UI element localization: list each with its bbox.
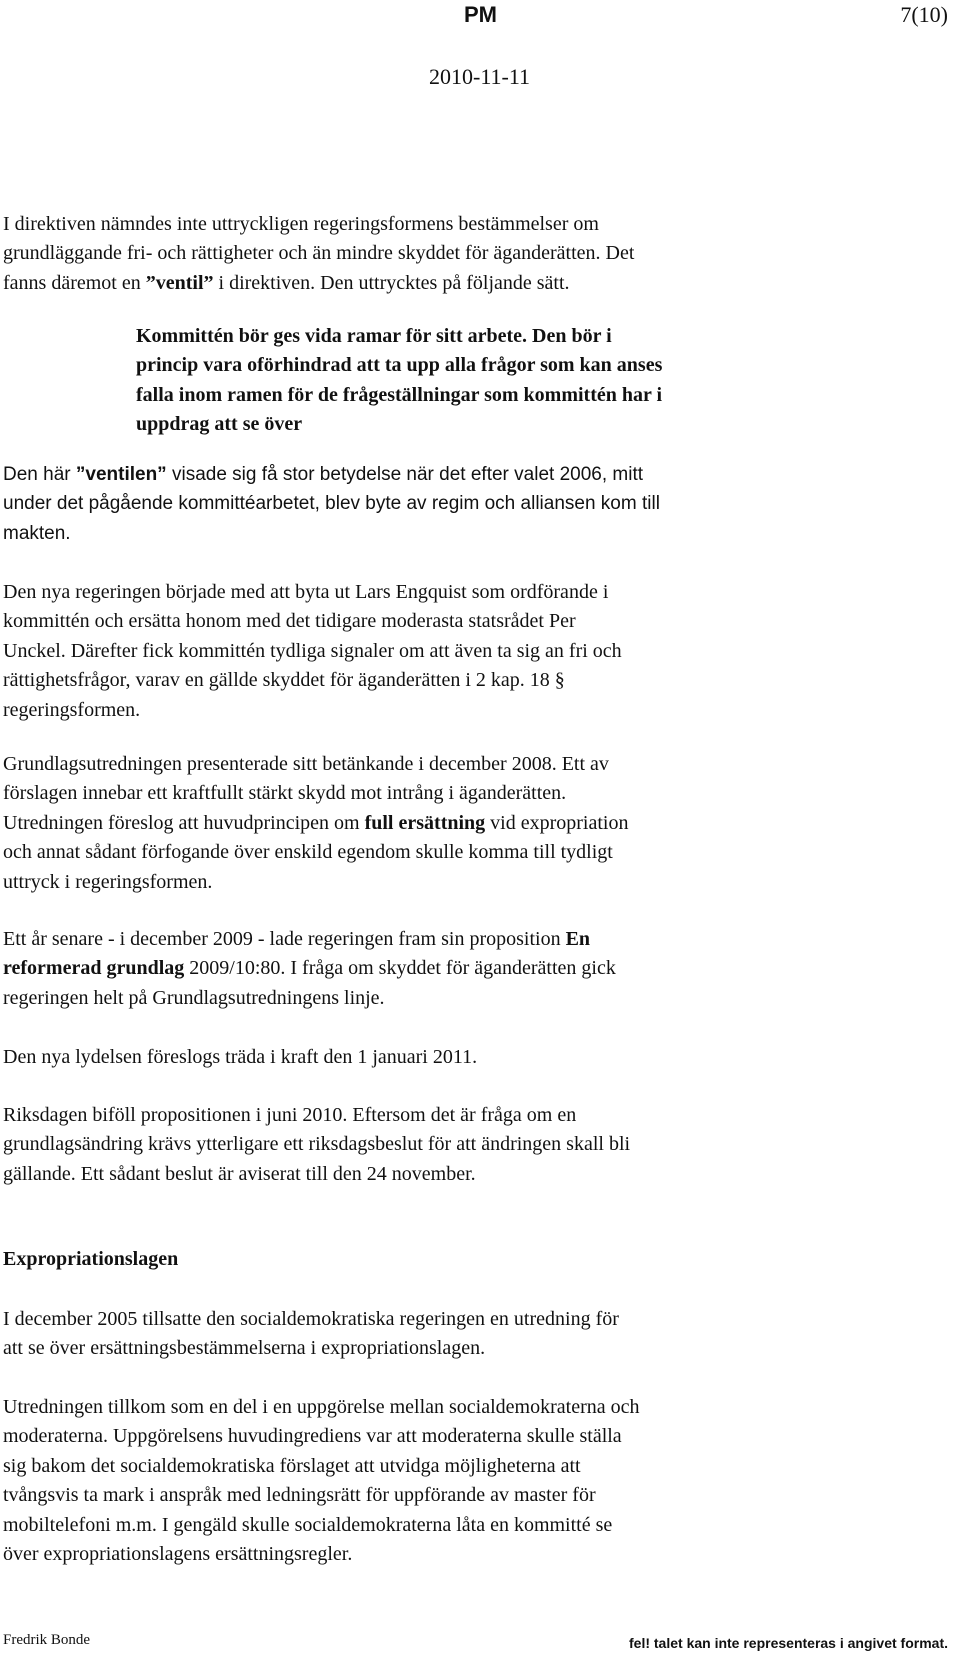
text-line: över expropriationslagens ersättningsregler. — [3, 1543, 353, 1566]
text-line — [3, 269, 933, 298]
text-span: fanns däremot en — [3, 271, 146, 294]
paragraph-proposition — [3, 925, 933, 1013]
text-line: gällande. Ett sådant beslut är aviserat till den 24 november. — [3, 1162, 476, 1185]
quote-line: Kommittén bör ges vida ramar för sitt arbete. Den bör i — [136, 325, 612, 347]
text-span: visade sig få stor betydelse när det efter valet 2006, mitt — [166, 464, 643, 485]
page-number: 7(10) — [900, 2, 948, 27]
paragraph-agreement — [3, 1393, 933, 1569]
text-line: makten. — [3, 522, 71, 544]
text-line — [3, 460, 933, 489]
bold-term: full ersättning — [364, 811, 486, 834]
text-span: i direktiven. Den uttrycktes på följande sätt. — [213, 271, 570, 294]
text-line: kommittén och ersätta honom med det tidigare moderasta statsrådet Per — [3, 610, 576, 633]
text-line: Unckel. Därefter fick kommittén tydliga signaler om att även ta sig an fri och — [3, 639, 622, 662]
document-type: PM — [464, 2, 497, 27]
text-line: tvångsvis ta mark i anspråk med ledningsrätt för uppförande av master för — [3, 1484, 596, 1507]
text-line: mobiltelefoni m.m. I gengäld skulle socialdemokraterna låta en kommitté se — [3, 1513, 613, 1536]
text-line — [3, 809, 933, 838]
quote-line: princip vara oförhindrad att ta upp alla frågor som kan anses — [136, 354, 663, 377]
text-line: och annat sådant förfogande över enskild egendom skulle komma till tydligt — [3, 841, 613, 864]
quote-line: falla inom ramen för de frågeställningar som kommittén har i — [136, 383, 663, 406]
paragraph-ventilen — [3, 460, 933, 548]
block-quote — [136, 322, 936, 440]
text-line: att se över ersättningsbestämmelserna i expropriationslagen. — [3, 1337, 486, 1360]
paragraph-december-2005 — [3, 1305, 933, 1364]
text-line: I direktiven nämndes inte uttryckligen regeringsformens bestämmelser om — [3, 213, 599, 235]
text-line: under det pågående kommittéarbetet, blev byte av regim och alliansen kom till — [3, 493, 660, 515]
text-line: Den nya lydelsen föreslogs träda i kraft den 1 januari 2011. — [3, 1046, 478, 1068]
text-span: Den här — [3, 464, 76, 485]
quote-line: uppdrag att se över — [136, 413, 303, 436]
text-line: grundlagsändring krävs ytterligare ett riksdagsbeslut för att ändringen skall bli — [3, 1133, 631, 1156]
text-span: vid expropriation — [485, 811, 629, 834]
bold-term: ”ventilen” — [75, 464, 167, 485]
text-line: uttryck i regeringsformen. — [3, 870, 213, 893]
text-line: Riksdagen biföll propositionen i juni 2010. Eftersom det är fråga om en — [3, 1104, 577, 1126]
text-line: moderaterna. Uppgörelsens huvudingrediens var att moderaterna skulle ställa — [3, 1425, 622, 1448]
paragraph-new-wording — [3, 1043, 933, 1072]
bold-term: reformerad grundlag — [3, 957, 185, 980]
bold-term: ”ventil” — [145, 271, 214, 294]
text-line: sig bakom det socialdemokratiska förslaget att utvidga möjligheterna att — [3, 1454, 581, 1477]
section-heading: Expropriationslagen — [3, 1248, 179, 1270]
text-line: Den nya regeringen började med att byta ut Lars Engquist som ordförande i — [3, 581, 609, 603]
document-date: 2010-11-11 — [429, 64, 531, 89]
text-line: grundläggande fri- och rättigheter och än mindre skyddet för äganderätten. Det — [3, 242, 635, 265]
paragraph-grundlagsutredningen — [3, 750, 933, 897]
text-line: förslagen innebar ett kraftfullt stärkt skydd mot intrång i äganderätten. — [3, 782, 567, 805]
paragraph-riksdagen — [3, 1101, 933, 1189]
text-line: Utredningen tillkom som en del i en uppgörelse mellan socialdemokraterna och — [3, 1396, 640, 1418]
footer-field-error: fel! talet kan inte representeras i angivet format. — [629, 1635, 948, 1651]
footer-author: Fredrik Bonde — [3, 1632, 91, 1648]
text-line: I december 2005 tillsatte den socialdemokratiska regeringen en utredning för — [3, 1308, 619, 1330]
paragraph-new-government — [3, 578, 933, 725]
text-line — [3, 925, 933, 954]
bold-term: En — [565, 928, 591, 950]
text-span: 2009/10:80. I fråga om skyddet för äganderätten gick — [184, 957, 616, 980]
text-span: Ett år senare - i december 2009 - lade regeringen fram sin proposition — [3, 928, 566, 950]
paragraph-directives — [3, 210, 933, 298]
text-line: Grundlagsutredningen presenterade sitt betänkande i december 2008. Ett av — [3, 753, 609, 775]
text-line: regeringen helt på Grundlagsutredningens linje. — [3, 986, 385, 1009]
text-line — [3, 954, 933, 983]
text-line: regeringsformen. — [3, 698, 141, 721]
text-span: Utredningen föreslog att huvudprincipen om — [3, 811, 365, 834]
text-line: rättighetsfrågor, varav en gällde skyddet för äganderätten i 2 kap. 18 § — [3, 669, 565, 692]
